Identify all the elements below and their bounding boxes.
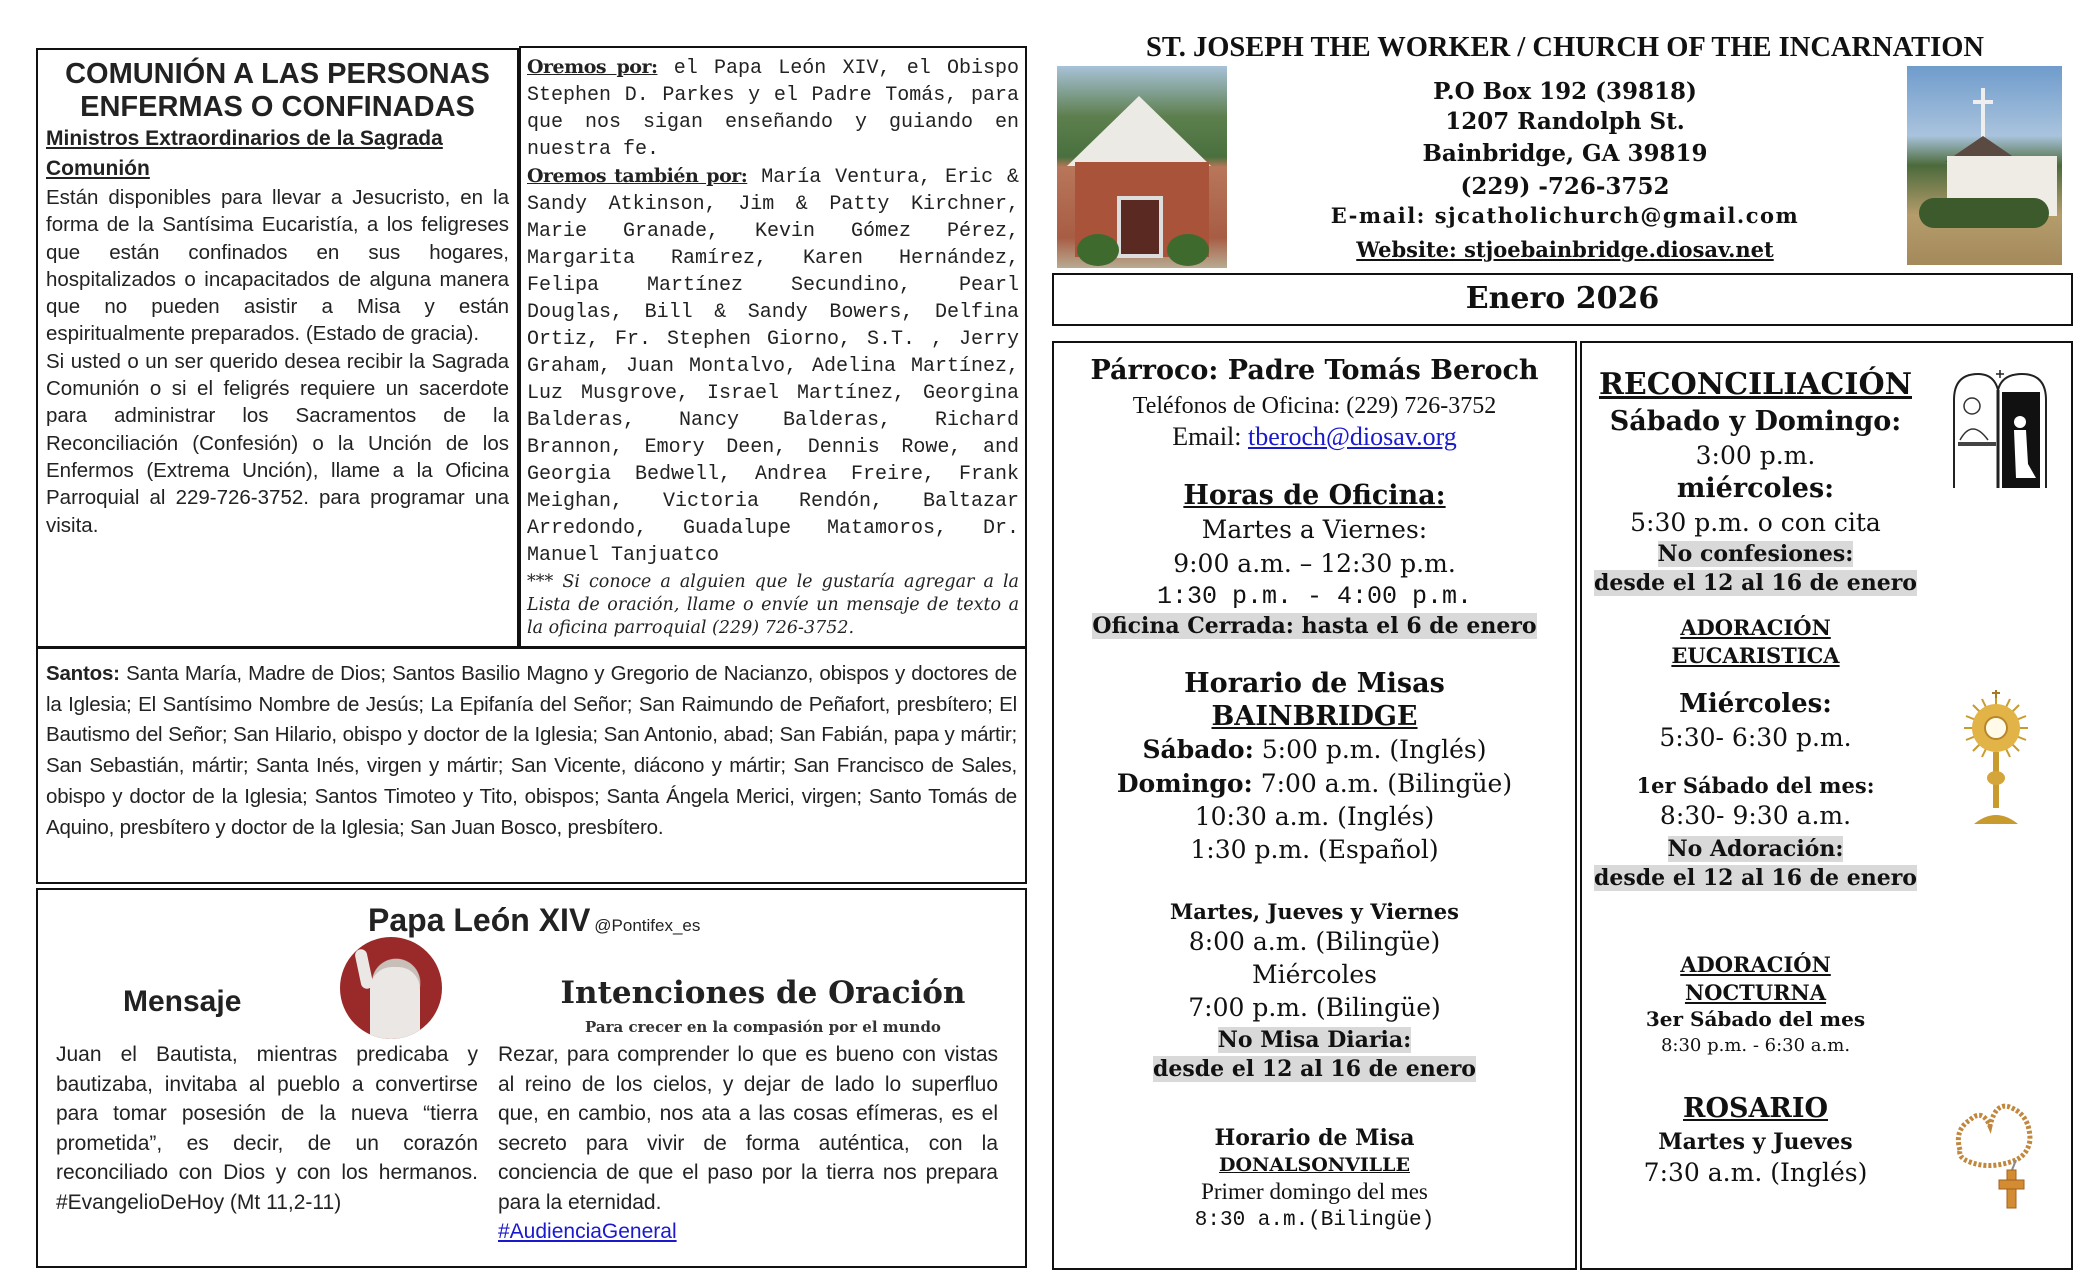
- nocturnal-adoration-time: 8:30 p.m. - 6:30 a.m.: [1660, 1035, 1851, 1056]
- no-mass-notice: [1054, 1027, 1575, 1053]
- reconciliation-time: 3:00 p.m.: [1695, 441, 1816, 470]
- section-title-line2: ENFERMAS O CONFINADAS: [80, 91, 475, 123]
- weekday-heading: Martes, Jueves y Viernes: [1170, 899, 1459, 924]
- weekday-time: 8:00 a.m. (Bilingüe): [1188, 927, 1441, 956]
- prayer-lead: Oremos por:: [527, 56, 658, 78]
- po-box: P.O Box 192 (39818): [1433, 78, 1697, 105]
- no-adoration-text: No Adoración:: [1667, 836, 1844, 862]
- saints-list: Santa María, Madre de Dios; Santos Basilio Magno y Gregorio de Nacianzo, obispos y doctores de la Iglesia; El Santísimo Nombre de Jesús; La Epifanía del Señor; San Raimundo de Peñafort, presbítero; El Bautismo del Señor; San Hilario, obispo y doctor de la Iglesia; San Antonio, abad; San Fabián, papa y mártir; San Sebastián, mártir; Santa Inés, virgen y mártir; San Vicente, diácono y mártir; San Francisco de Sales, obispo y doctor de la Iglesia; Santos Timoteo y Tito, obispos; Santa Ángela Merici, virgen; Santo Tomás de Aquino, presbítero y doctor de la Iglesia; San Juan Bosco, presbítero.: [46, 662, 1017, 839]
- roof-shape: [1067, 96, 1211, 166]
- mass-schedule-heading: Horario de Misas: [1184, 668, 1445, 699]
- saints-label: Santos:: [46, 662, 120, 685]
- saints-text: [46, 659, 1017, 843]
- office-hours-morning: 9:00 a.m. – 12:30 p.m.: [1173, 549, 1456, 578]
- office-hours-afternoon: 1:30 p.m. - 4:00 p.m.: [1156, 582, 1473, 611]
- office-phone: Teléfonos de Oficina: (229) 726-3752: [1132, 393, 1497, 419]
- saturday-label: Sábado:: [1142, 735, 1254, 764]
- bush-shape: [1167, 234, 1209, 266]
- pastor-email-link[interactable]: tberoch@diosav.org: [1248, 422, 1457, 451]
- no-confession-text: No confesiones:: [1657, 541, 1854, 567]
- prayer-intro: [527, 54, 1019, 163]
- cross-shape: [1973, 100, 1993, 104]
- adoration-wednesday: Miércoles:: [1679, 689, 1832, 719]
- sunday-label: Domingo:: [1116, 769, 1253, 798]
- parish-name: ST. JOSEPH THE WORKER / CHURCH OF THE INCARNATION: [1146, 32, 1984, 63]
- door-shape: [1117, 196, 1163, 258]
- sick-communion-section: [36, 48, 519, 648]
- nocturnal-adoration-day: 3er Sábado del mes: [1645, 1007, 1866, 1031]
- pope-title: [368, 902, 700, 939]
- pastor-name: Párroco: Padre Tomás Beroch: [1090, 355, 1539, 386]
- prayer-names-text: María Ventura, Eric & Sandy Atkinson, Jim & Patty Kirchner, Marie Granade, Kevin Gómez Pérez, Margarita Ramírez, Karen Hernández, Felipa Martínez Secundino, Pearl Douglas, Bill & Sandy Bowers, Delfina Ortiz, Fr. Stephen Giorno, S.T. , Jerry Graham, Juan Montalvo, Adelina Martínez, Luz Musgrove, Israel Martínez, Georgina Balderas, Nancy Balderas, Richard Brannon, Emory Deen, Dennis Rowe, and Georgia Bedwell, Andrea Freire, Frank Meighan, Victoria Rendón, Baltazar Arredondo, Guadalupe Matamoros, Dr. Manuel Tanjuatco: [527, 166, 1020, 567]
- paragraph: Si usted o un ser querido desea recibir la Sagrada Comunión o si el feligrés requiere un sacerdote para administrar los Sacramentos de la Reconciliación (Confesión) o la Unción de los Enfermos (Extrema Unción), llame a la Oficina Parroquial al 229-726-3752. para programar una visita.: [46, 349, 509, 537]
- prayer-list-section: [519, 46, 1027, 648]
- message-heading: Mensaje: [123, 985, 242, 1018]
- reconciliation-wednesday: miércoles:: [1676, 473, 1835, 504]
- nocturnal-adoration-heading-2: NOCTURNA: [1684, 980, 1827, 1005]
- office-days: Martes a Viernes:: [1201, 515, 1428, 544]
- wednesday-time: 7:00 p.m. (Bilingüe): [1188, 993, 1441, 1022]
- paragraph: Están disponibles para llevar a Jesucristo, en la forma de la Santísima Eucaristía, a los feligreses que están confinados en sus hogares, hospitalizados o incapacitados de alguna manera que no pueden asistir a Misa y están espiritualmente preparados. (Estado de gracia).: [46, 186, 509, 346]
- rosary-icon: [1950, 1090, 2040, 1210]
- bush-shape: [1077, 234, 1119, 266]
- adoration-first-saturday: 1er Sábado del mes:: [1636, 773, 1875, 798]
- sunday-time: 7:00 a.m. (Bilingüe): [1252, 769, 1513, 798]
- pope-message-section: [36, 888, 1027, 1268]
- no-confession-dates-text: desde el 12 al 16 de enero: [1594, 570, 1917, 596]
- no-adoration-dates: [1588, 865, 1923, 891]
- rosary-days: Martes y Jueves: [1658, 1129, 1853, 1155]
- wednesday-label: Miércoles: [1251, 960, 1377, 989]
- sunday-mass: [1054, 769, 1575, 798]
- rosary-time: 7:30 a.m. (Inglés): [1643, 1158, 1868, 1187]
- saints-section: [36, 647, 1027, 884]
- prayer-list-note: *** Si conoce a alguien que le gustaría agregar a la Lista de oración, llame o envíe un mensaje de texto a la oficina parroquial (229) 726-3752.: [527, 572, 1019, 638]
- donalsonville-heading: Horario de Misa: [1214, 1125, 1415, 1151]
- mass-location: BAINBRIDGE: [1211, 701, 1418, 732]
- section-subtitle: Ministros Extraordinarios de la Sagrada Comunión: [46, 127, 443, 180]
- adoration-first-saturday-time: 8:30- 9:30 a.m.: [1659, 801, 1852, 830]
- pope-handle: @Pontifex_es: [594, 916, 701, 935]
- no-confession-notice: [1588, 541, 1923, 567]
- office-closed-text: Oficina Cerrada: hasta el 6 de enero: [1092, 613, 1537, 639]
- message-text: Juan el Bautista, mientras predicaba y bautizaba, invitaba al pueblo a convertirse para tomar posesión de la nueva “tierra prometida”, es decir, de un corazón reconciliado con Dios y con los hermanos. #EvangelioDeHoy (Mt 11,2-11): [56, 1043, 478, 1214]
- street-address: 1207 Randolph St.: [1445, 108, 1685, 135]
- intentions-heading: Intenciones de Oración: [560, 975, 966, 1011]
- donalsonville-day: Primer domingo del mes: [1201, 1179, 1428, 1204]
- intentions-text: [498, 1040, 998, 1247]
- pastor-email-line: [1054, 422, 1575, 452]
- bush-shape: [1919, 198, 2049, 228]
- office-hours-heading: Horas de Oficina:: [1183, 480, 1446, 511]
- confession-icon: [1950, 370, 2050, 488]
- pope-avatar: [340, 937, 442, 1039]
- hashtag-link[interactable]: #AudienciaGeneral: [498, 1220, 677, 1243]
- pope-figure-shape: [370, 967, 420, 1039]
- saturday-mass: [1054, 735, 1575, 764]
- prayer-text: el Papa León XIV, el Obispo Stephen D. Parkes y el Padre Tomás, para que nos sigan enseñando y guiando en nuestra fe.: [527, 57, 1019, 161]
- pastor-mass-schedule-section: [1052, 341, 1577, 1270]
- sunday-mass-2: 10:30 a.m. (Inglés): [1194, 802, 1435, 831]
- email[interactable]: E-mail: sjcatholichurch@gmail.com: [1330, 203, 1800, 228]
- no-mass-text: No Misa Diaria:: [1217, 1027, 1412, 1053]
- no-mass-dates-text: desde el 12 al 16 de enero: [1153, 1056, 1476, 1082]
- no-confession-dates: [1588, 570, 1923, 596]
- no-adoration-notice: [1588, 836, 1923, 862]
- pope-name: Papa León XIV: [368, 902, 591, 938]
- donalsonville-time: 8:30 a.m.(Bilingüe): [1194, 1209, 1435, 1232]
- monstrance-icon: [1960, 690, 2032, 830]
- intentions-subheading: Para crecer en la compasión por el mundo: [585, 1018, 941, 1036]
- rosary-heading: ROSARIO: [1683, 1093, 1828, 1124]
- adoration-heading: ADORACIÓN: [1680, 615, 1831, 640]
- reconciliation-wednesday-time: 5:30 p.m. o con cita: [1630, 508, 1881, 537]
- prayer-names: [527, 163, 1019, 569]
- reconciliation-days: Sábado y Domingo:: [1609, 406, 1902, 437]
- saturday-time: 5:00 p.m. (Inglés): [1253, 735, 1487, 764]
- city-address: Bainbridge, GA 39819: [1422, 140, 1708, 167]
- no-mass-dates: [1054, 1056, 1575, 1082]
- nocturnal-adoration-heading: ADORACIÓN: [1680, 952, 1831, 977]
- reconciliation-heading: RECONCILIACIÓN: [1598, 367, 1912, 402]
- sunday-mass-3: 1:30 p.m. (Español): [1190, 835, 1439, 864]
- adoration-wednesday-time: 5:30- 6:30 p.m.: [1659, 723, 1852, 752]
- donalsonville-location: DONALSONVILLE: [1219, 1154, 1410, 1176]
- no-adoration-dates-text: desde el 12 al 16 de enero: [1594, 865, 1917, 891]
- month-banner: Enero 2026: [1052, 273, 2073, 326]
- church-photo-white: [1907, 66, 2062, 265]
- phone: (229) -726-3752: [1460, 173, 1670, 200]
- office-closed-notice: [1054, 613, 1575, 639]
- cross-shape: [1981, 88, 1985, 138]
- adoration-heading-2: EUCARISTICA: [1671, 643, 1840, 668]
- church-photo-brick: [1057, 66, 1227, 268]
- section-title: COMUNIÓN A LAS PERSONAS: [65, 58, 490, 90]
- prayer-lead-also: Oremos también por:: [527, 165, 748, 187]
- intentions-body: Rezar, para comprender lo que es bueno con vistas al reino de los cielos, y dejar de lado lo superfluo que, en cambio, nos ata a las cosas efímeras, es el secreto para vivir de forma auténtica, con la conciencia de que el paso por la tierra nos prepara para la eternidad.: [498, 1043, 998, 1214]
- email-label: Email:: [1172, 422, 1249, 451]
- website-link[interactable]: Website: stjoebainbridge.diosav.net: [1356, 237, 1774, 262]
